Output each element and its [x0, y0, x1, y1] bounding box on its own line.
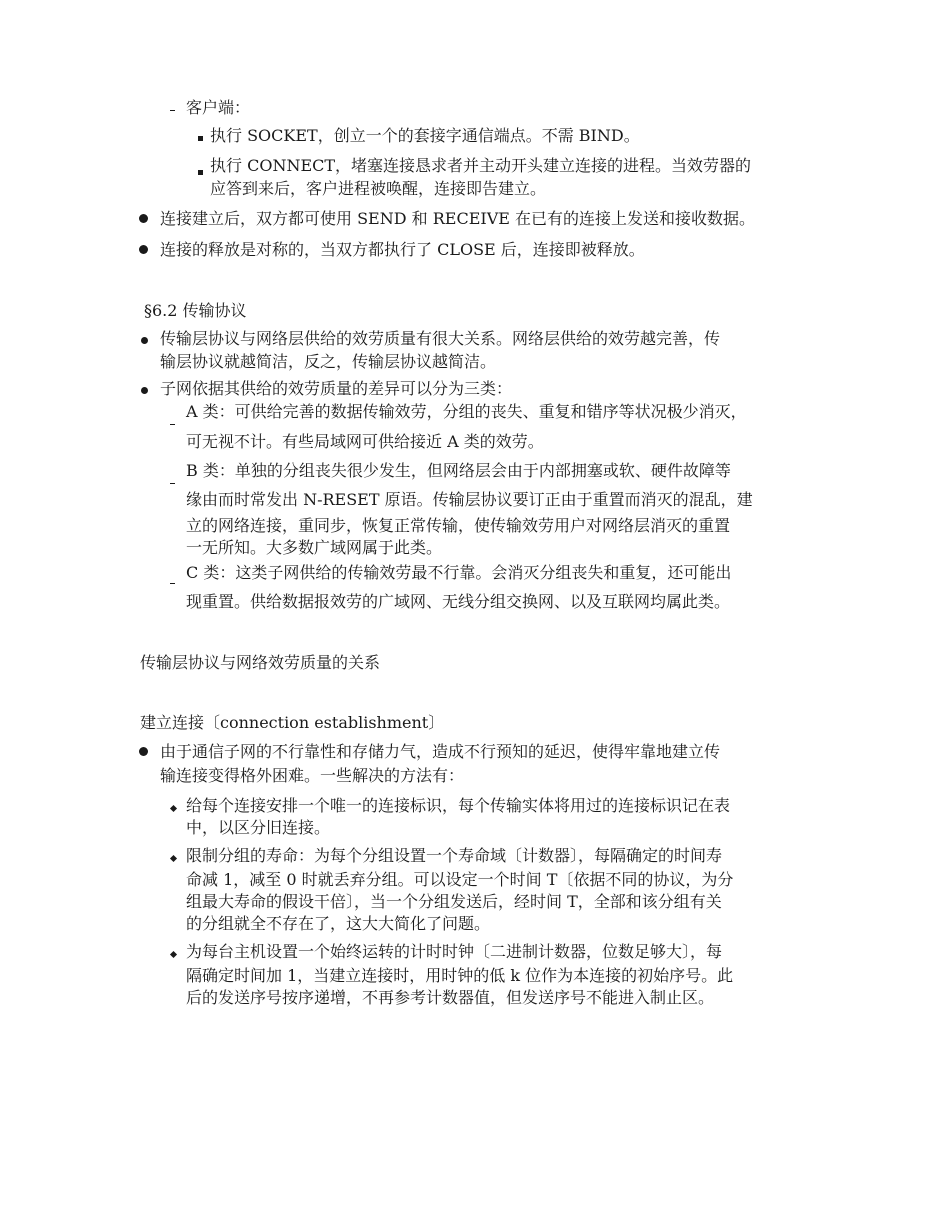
class-a-line-1: A 类：可供给完善的数据传输效劳，分组的丧失、重复和错序等状况极少消灭， [186, 402, 747, 421]
classes-intro: 子网依据其供给的效劳质量的差异可以分为三类： [160, 379, 513, 398]
client-connect-step-line-1: 执行 CONNECT，堵塞连接恳求者并主动开头建立连接的进程。当效劳器的 [210, 156, 752, 175]
class-b-line-2: 缘由而时常发出 N-RESET 原语。传输层协议要订正由于重置而消灭的混乱，建 [186, 490, 753, 509]
class-c-line-1: C 类：这类子网供给的传输效劳最不行靠。会消灭分组丧失和重复，还可能出 [186, 563, 732, 582]
round-bullet-icon [141, 387, 148, 394]
method-2-line-3: 组最大寿命的假设干倍〕，当一个分组发送后，经时间 T，全部和该分组有关 [186, 892, 722, 911]
square-bullet-icon [198, 170, 203, 175]
round-bullet-icon [139, 214, 148, 223]
method-2-line-1: 限制分组的寿命：为每个分组设置一个寿命域〔计数器〕，每隔确定的时间寿 [186, 846, 723, 865]
method-3-line-1: 为每台主机设置一个始终运转的计时时钟〔二进制计数器，位数足够大〕，每 [186, 942, 723, 961]
establishment-heading: 建立连接〔connection establishment〕 [140, 713, 445, 732]
round-bullet-icon [139, 747, 148, 756]
client-label: 客户端： [186, 98, 251, 117]
class-b-line-4: 一无所知。大多数广域网属于此类。 [186, 538, 443, 557]
dash-bullet-icon [170, 583, 175, 584]
send-receive-text: 连接建立后，双方都可使用 SEND 和 RECEIVE 在已有的连接上发送和接收数据。 [160, 209, 756, 228]
establishment-intro-line-1: 由于通信子网的不行靠性和存储力气，造成不行预知的延迟，使得牢靠地建立传 [160, 742, 721, 761]
close-text: 连接的释放是对称的，当双方都执行了 CLOSE 后，连接即被释放。 [160, 240, 645, 259]
section-heading: §6.2 传输协议 [144, 301, 247, 320]
dash-bullet-icon [170, 110, 175, 111]
round-bullet-icon [141, 337, 148, 344]
method-1-line-1: 给每个连接安排一个唯一的连接标识，每个传输实体将用过的连接标识记在表 [186, 796, 731, 815]
establishment-intro-line-2: 输连接变得格外困难。一些解决的方法有： [160, 766, 465, 785]
class-b-line-1: B 类：单独的分组丧失很少发生，但网络层会由于内部拥塞或软、硬件故障等 [186, 461, 731, 480]
method-3-line-3: 后的发送序号按序递增，不再参考计数器值，但发送序号不能进入制止区。 [186, 988, 715, 1007]
method-1-line-2: 中，以区分旧连接。 [186, 818, 331, 837]
dash-bullet-icon [170, 424, 175, 425]
class-c-line-2: 现重置。供给数据报效劳的广域网、无线分组交换网、以及互联网均属此类。 [186, 592, 731, 611]
dash-bullet-icon [170, 483, 175, 484]
class-a-line-2: 可无视不计。有些局域网可供给接近 A 类的效劳。 [186, 432, 544, 451]
method-2-line-4: 的分组就全不存在了，这大大简化了问题。 [186, 914, 491, 933]
method-2-line-2: 命减 1，减至 0 时就丢弃分组。可以设定一个时间 T〔依据不同的协议，为分 [186, 870, 734, 889]
round-bullet-icon [139, 245, 148, 254]
relation-line-1: 传输层协议与网络层供给的效劳质量有很大关系。网络层供给的效劳越完善，传 [160, 329, 721, 348]
diamond-bullet-icon [170, 855, 177, 862]
square-bullet-icon [198, 136, 203, 141]
relation-line-2: 输层协议就越简洁，反之，传输层协议越简洁。 [160, 352, 497, 371]
class-b-line-3: 立的网络连接，重同步，恢复正常传输，使传输效劳用户对网络层消灭的重置 [186, 516, 731, 535]
client-connect-step-line-2: 应答到来后，客户进程被唤醒，连接即告建立。 [210, 179, 547, 198]
method-3-line-2: 隔确定时间加 1，当建立连接时，用时钟的低 k 位作为本连接的初始序号。此 [186, 966, 734, 985]
diamond-bullet-icon [170, 805, 177, 812]
diamond-bullet-icon [170, 951, 177, 958]
figure-caption: 传输层协议与网络效劳质量的关系 [140, 653, 381, 672]
client-socket-step: 执行 SOCKET，创立一个的套接字通信端点。不需 BIND。 [210, 126, 640, 145]
